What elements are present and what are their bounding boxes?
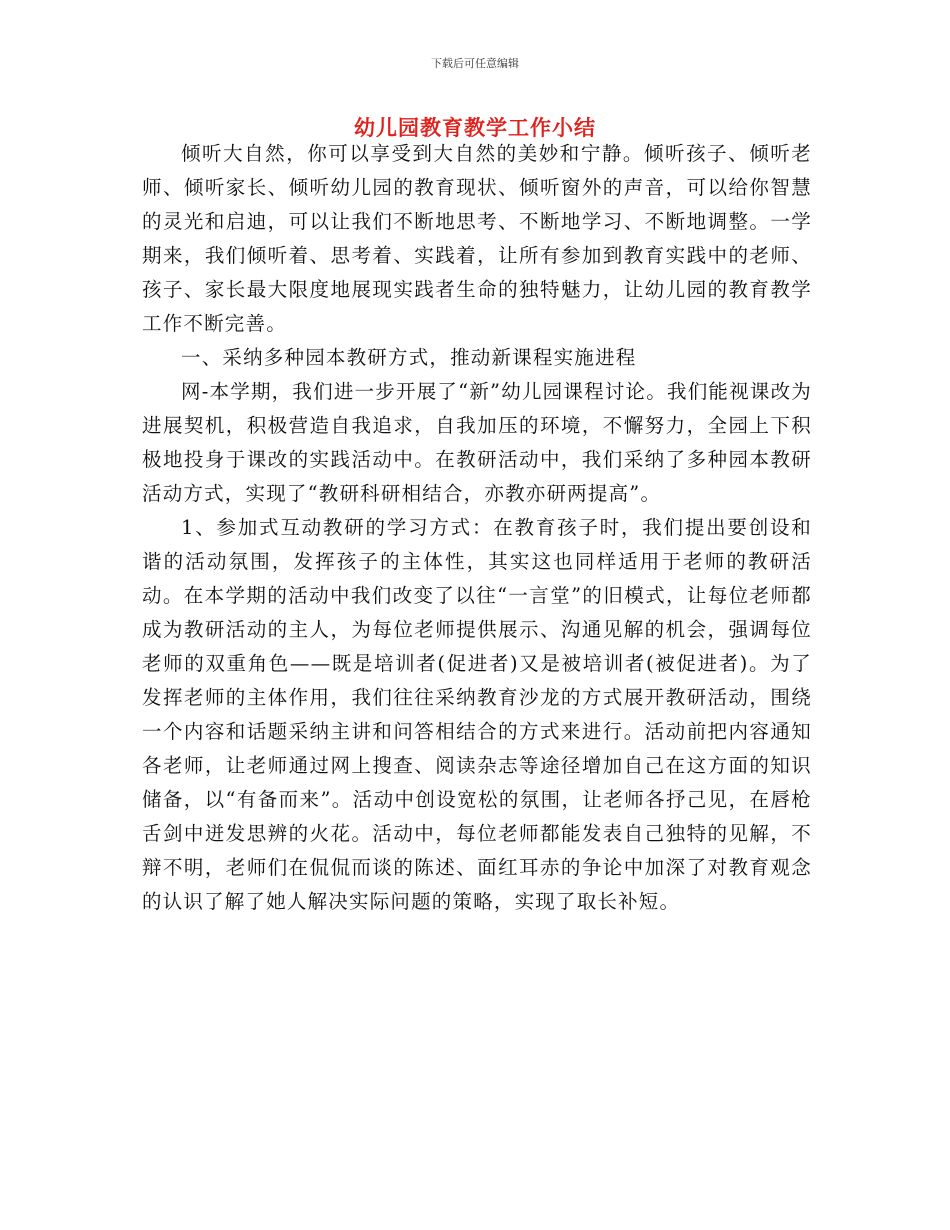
section-heading-1: 一、采纳多种园本教研方式，推动新课程实施进程 xyxy=(181,346,637,369)
document-body xyxy=(142,137,812,919)
paragraph-intro: 倾听大自然，你可以享受到大自然的美妙和宁静。倾听孩子、倾听老师、倾听家长、倾听幼儿园的教育现状、倾听窗外的声音，可以给你智慧的灵光和启迪，可以让我们不断地思考、不断地学习、不断地调整。一学期来，我们倾听着、思考着、实践着，让所有参加到教育实践中的老师、孩子、家长最大限度地展现实践者生命的独特魅力，让幼儿园的教育教学工作不断完善。 xyxy=(142,142,812,335)
header-note: 下载后可任意编辑 xyxy=(431,57,519,70)
document-title: 幼儿园教育教学工作小结 xyxy=(354,116,596,140)
paragraph-participatory-research: 1、参加式互动教研的学习方式：在教育孩子时，我们提出要创设和谐的活动氛围，发挥孩子的主体性，其实这也同样适用于老师的教研活动。在本学期的活动中我们改变了以往“一言堂”的旧模式，让每位老师都成为教研活动的主人，为每位老师提供展示、沟通见解的机会，强调每位老师的双重角色——既是培训者(促进者)又是被培训者(被促进者)。为了发挥老师的主体作用，我们往往采纳教育沙龙的方式展开教研活动，围绕一个内容和话题采纳主讲和问答相结合的方式来进行。活动前把内容通知各老师，让老师通过网上搜查、阅读杂志等途径增加自己在这方面的知识储备，以“有备而来”。活动中创设宽松的氛围，让老师各抒己见，在唇枪舌剑中迸发思辨的火花。活动中，每位老师都能发表自己独特的见解，不辩不明，老师们在侃侃而谈的陈述、面红耳赤的争论中加深了对教育观念的认识了解了她人解决实际问题的策略，实现了取长补短。 xyxy=(142,516,812,913)
paragraph-curriculum: 网-本学期，我们进一步开展了“新”幼儿园课程讨论。我们能视课改为进展契机，积极营造自我追求，自我加压的环境，不懈努力，全园上下积极地投身于课改的实践活动中。在教研活动中，我们采纳了多种园本教研活动方式，实现了“教研科研相结合，亦教亦研两提高”。 xyxy=(142,380,812,505)
